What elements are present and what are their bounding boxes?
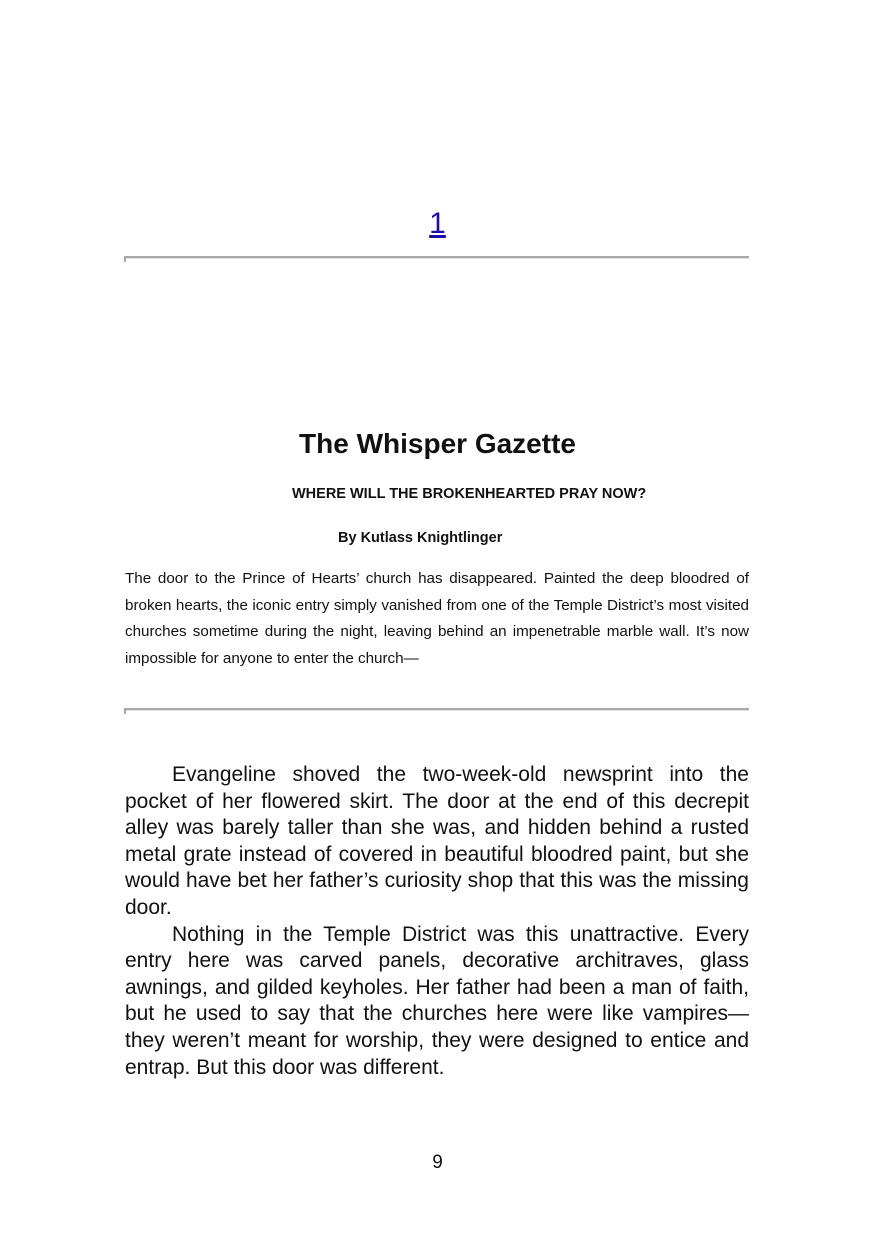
bottom-divider — [125, 708, 749, 711]
page-number: 9 — [432, 1152, 443, 1173]
story-body — [125, 762, 749, 1081]
chapter-number-link[interactable]: 1 — [429, 207, 446, 240]
story-paragraph: Evangeline shoved the two-week-old newsprint into the pocket of her flowered skirt. The door at the end of this decrepit alley was barely taller than she was, and hidden behind a rusted metal grate instead of covered in beautiful bloodred paint, but she would have bet her father’s curiosity shop that this was the missing door. — [125, 763, 749, 919]
story-paragraph: Nothing in the Temple District was this unattractive. Every entry here was carved panels, decorative architraves, glass awnings, and gilded keyholes. Her father had been a man of faith, but he used to say that the churches here were like vampires—they weren’t meant for worship, they were designed to entice and entrap. But this door was different. — [125, 922, 749, 1079]
article-body: The door to the Prince of Hearts’ church has disappeared. Painted the deep bloodred of broken hearts, the iconic entry simply vanished from one of the Temple District’s most visited churches sometime during the night, leaving behind an impenetrable marble wall. It’s now impossible for anyone to enter the church— — [125, 570, 749, 667]
gazette-title: The Whisper Gazette — [299, 428, 576, 459]
top-divider — [125, 256, 749, 259]
chapter-heading — [0, 206, 875, 242]
article-byline: By Kutlass Knightlinger — [338, 530, 503, 546]
article-headline: WHERE WILL THE BROKENHEARTED PRAY NOW? — [292, 486, 647, 502]
